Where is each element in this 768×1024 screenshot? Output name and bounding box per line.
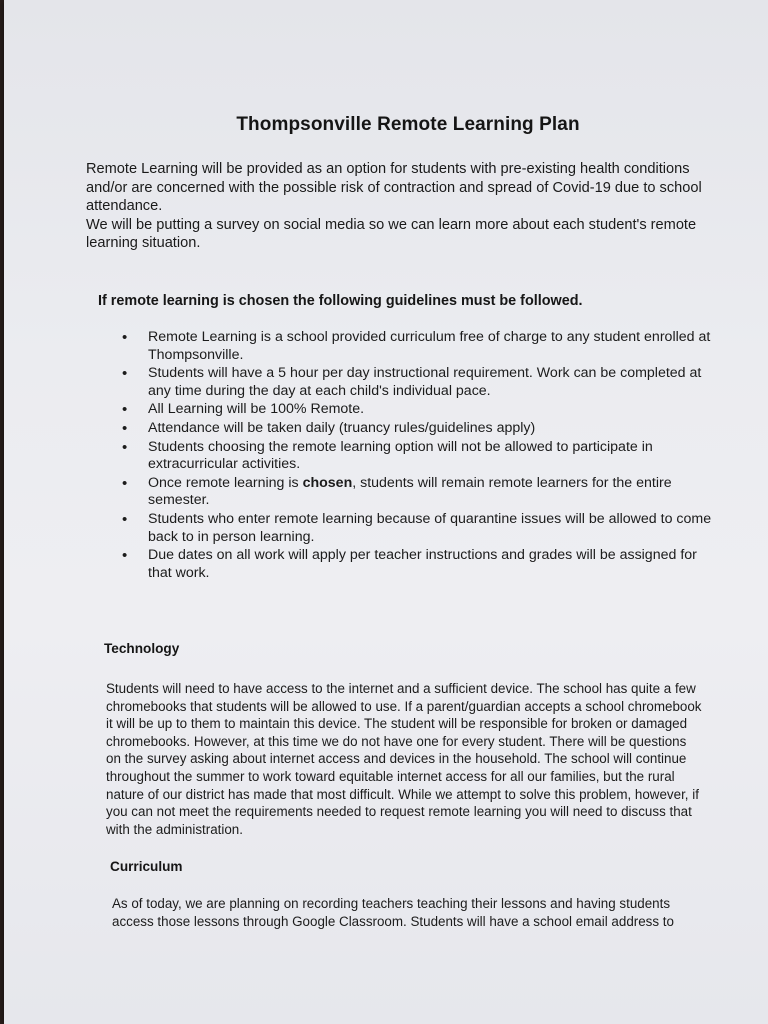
- intro-paragraph-1: Remote Learning will be provided as an option for students with pre-existing health conditions and/or are concerned with the possible risk of contraction and spread of Covid-19 due to school attendance.: [86, 161, 702, 215]
- list-item: • All Learning will be 100% Remote.: [108, 401, 720, 419]
- guidelines-list: [108, 329, 720, 583]
- list-item: • Due dates on all work will apply per teacher instructions and grades will be assigned for that work.: [108, 547, 720, 582]
- list-item-text: Once remote learning is: [148, 474, 303, 491]
- intro-section: [86, 160, 726, 253]
- technology-text: Students will need to have access to the internet and a sufficient device. The school has quite a few chromebooks that students will be allowed to use. If a parent/guardian accepts a school chromebook it will be up to them to maintain this device. The student will be responsible for broken or damaged chromebooks. However, at this time we do not have one for every student. There will be questions on the survey asking about internet access and devices in the household. The school will continue throughout the summer to work toward equitable internet access for all our families, but the rural nature of our district has made that most difficult. While we attempt to solve this problem, however, if you can not meet the requirements needed to request remote learning you will need to discuss that with the administration.: [106, 681, 702, 837]
- list-item-text: , students will remain remote learners for the entire semester.: [148, 474, 672, 509]
- list-item: • Students choosing the remote learning option will not be allowed to participate in extracurricular activities.: [108, 439, 720, 474]
- intro-paragraph-2: We will be putting a survey on social media so we can learn more about each student's remote learning situation.: [86, 216, 697, 252]
- list-item: • Students will have a 5 hour per day instructional requirement. Work can be completed at any time during the day at each child's individual pace.: [108, 365, 720, 400]
- list-item: [108, 475, 720, 510]
- document-page: [4, 0, 768, 1024]
- curriculum-heading: Curriculum: [110, 859, 183, 874]
- list-item: • Remote Learning is a school provided curriculum free of charge to any student enrolled at Thompsonville.: [108, 329, 720, 364]
- curriculum-text: As of today, we are planning on recording teachers teaching their lessons and having students access those lessons through Google Classroom. Students will have a school email address to: [112, 896, 674, 929]
- emphasis-text: chosen: [302, 474, 353, 491]
- list-item: • Students who enter remote learning because of quarantine issues will be allowed to come back to in person learning.: [108, 511, 720, 546]
- curriculum-paragraph: [112, 895, 692, 930]
- technology-paragraph: [106, 680, 702, 838]
- guidelines-heading: If remote learning is chosen the following guidelines must be followed.: [98, 293, 583, 309]
- document-title: Thompsonville Remote Learning Plan: [236, 114, 580, 135]
- technology-heading: Technology: [104, 641, 180, 656]
- list-item: • Attendance will be taken daily (truancy rules/guidelines apply): [108, 420, 720, 438]
